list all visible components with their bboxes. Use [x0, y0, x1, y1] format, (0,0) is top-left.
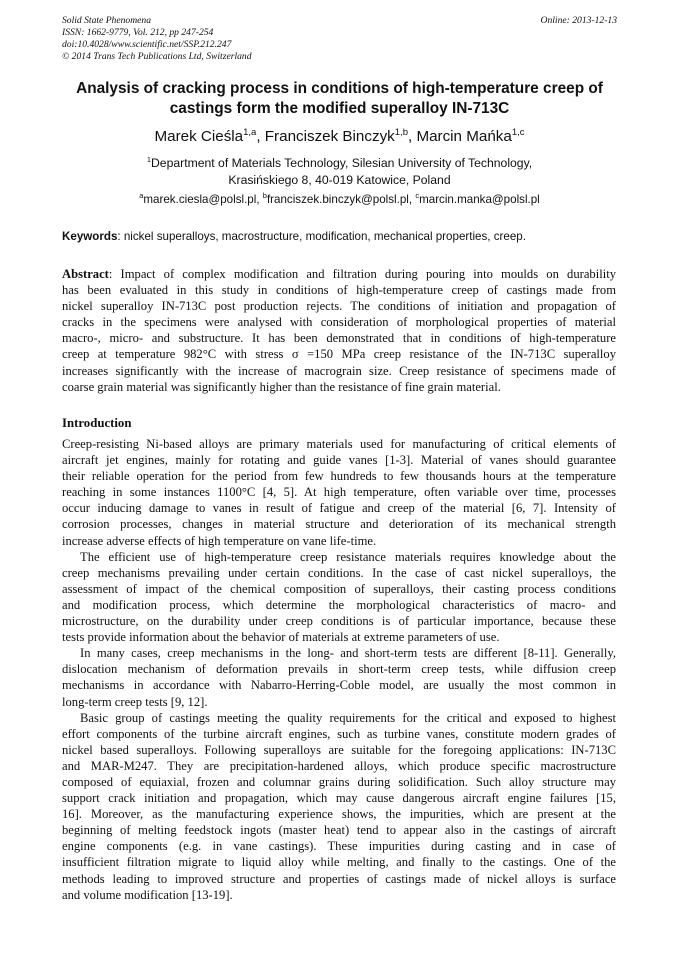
paper-title [62, 79, 617, 119]
abstract-line: coarse grain material was significantly higher than the resistance of fine grain material. [62, 379, 501, 394]
paragraph-line: tests provide information about the behavior of materials at extreme parameters of use. [62, 630, 500, 645]
paragraph-line: In many cases, creep mechanisms in the long- and short-term tests are different [8-11]. Generally, [80, 646, 616, 661]
affiliation-mark: 1 [146, 154, 151, 164]
author-affiliation-mark: 1,b [394, 126, 408, 138]
author-name: Marcin Mańka [416, 128, 512, 145]
abstract [62, 266, 616, 395]
paragraph-line: beginning of melting feedstock ingots (master heat) tend to appear also in the castings of aircraft [62, 823, 616, 838]
keywords [62, 229, 617, 244]
email-mark: b [262, 191, 267, 201]
paragraph-line: insufficient filtration migrate to liquid alloy while melting, and finally to the castings. One of the [62, 855, 616, 870]
paragraph-line: corrosion processes, changes in material structure and deterioration of its mechanical strength [62, 517, 616, 532]
author-emails: $^a$marek.ciesla@polsl.pl, $^b$franciszek.binczyk@polsl.pl, $^c$marcin.manka@polsl.pl [139, 191, 540, 206]
abstract-line: creep at temperature 982°C with stress σ =150 MPa creep resistance of the IN-713C superalloy [62, 347, 616, 362]
paragraph-line: their reliable operation for the period from few hundreds to few thousands hours at the temperature [62, 469, 616, 484]
paragraph-line: creep mechanisms prevailing under certain conditions. In the case of cast nickel superalloys, the [62, 565, 616, 580]
issn-line: ISSN: 1662-9779, Vol. 212, pp 247-254 [62, 27, 214, 38]
paragraph-line: and modification process, which determine the morphological characteristics of macro- and [62, 597, 616, 612]
author-list: Marek Cieśla$^{1,a}$, Franciszek Binczyk$^{1,b}$, Marcin Mańka$^{1,c}$ [154, 126, 525, 145]
section-heading-introduction: Introduction [62, 416, 132, 430]
affiliation-line: Krasińskiego 8, 40-019 Katowice, Poland [228, 173, 451, 187]
email-address: marcin.manka@polsl.pl [419, 193, 540, 206]
author-name: Franciszek Binczyk [264, 128, 395, 145]
abstract-line: nickel superalloy IN-713C post production rejects. The conditions of initiation and propagation of [62, 299, 616, 314]
paragraph-line: The efficient use of high-temperature creep resistance materials requires knowledge about the [80, 549, 616, 564]
paragraph-line: increase adverse effects of high temperature on vane life-time. [62, 533, 377, 548]
paragraph-line: and volume modification [13-19]. [62, 887, 233, 902]
paragraph-line: Creep-resisting Ni-based alloys are primary materials used for manufacturing of critical elements of [62, 437, 616, 451]
paragraph-line: Basic group of castings meeting the quality requirements for the critical and exposed to highest [80, 710, 616, 725]
paragraph-line: methods leading to improved structure and properties of castings made of nickel alloys is surface [62, 871, 616, 886]
abstract-line: macro-, micro- and substructure. It has been demonstrated that in conditions of high-temperature [62, 331, 616, 346]
paragraph-line: microstructure, on the durability under creep conditions is of particular importance, because these [62, 614, 616, 629]
paragraph-line: composed of equiaxial, frozen and columnar grains during solidification. Such alloy structure may [62, 774, 616, 789]
paragraph-line: engine components (e.g. in vane castings). These impurities during casting and in case of [62, 839, 616, 854]
author-affiliation-mark: 1,a [243, 126, 257, 138]
paragraph-line: support crack initiation and propagation, which may cause dangerous aircraft engine failures [15, [62, 791, 616, 806]
doi-line: doi:10.4028/www.scientific.net/SSP.212.247 [62, 39, 232, 50]
abstract-line: has been evaluated in this study in conditions of high-temperature creep of castings made from [62, 283, 616, 298]
email-address: franciszek.binczyk@polsl.pl [266, 193, 409, 206]
paragraph-line: dislocation mechanism of deformation prevails in short-term creep tests, while diffusion creep [62, 662, 616, 677]
paragraph-line: nickel based superalloys. Following superalloys are suitable for the foregoing applications: IN-713C [62, 742, 616, 757]
introduction-body [62, 436, 616, 903]
author-name: Marek Cieśla [154, 128, 244, 145]
paragraph-line: assessment of impact of the chemical composition of superalloys, their casting process conditions [62, 581, 616, 596]
title-line: Analysis of cracking process in conditions of high-temperature creep of [76, 80, 603, 97]
abstract-line: cracks in the specimens were analysed with consideration of morphological properties of material [62, 315, 616, 330]
paragraph-line: 16]. Moreover, as the manufacturing experience shows, the impurities, which are present at the [62, 807, 616, 822]
paragraph-line: aircraft jet engines, mainly for rotating and guide vanes [1-3]. Material of vanes should guarantee [62, 453, 616, 468]
paragraph-line: and MAR-M247. They are precipitation-hardened alloys, which produce specific macrostructure [62, 758, 616, 773]
affiliation [62, 155, 617, 189]
keywords-text: : nickel superalloys, macrostructure, modification, mechanical properties, creep. [117, 230, 526, 243]
abstract-line: increases significantly with the increase of macrograin size. Creep resistance of specimens made of [62, 363, 616, 378]
copyright-line: © 2014 Trans Tech Publications Ltd, Switzerland [62, 51, 252, 62]
email-address: marek.ciesla@polsl.pl [143, 193, 257, 206]
paragraph-line: effort components of the turbine aircraft engines, such as turbine vanes, constitute modern grades of [62, 726, 616, 741]
abstract-label: Abstract [62, 267, 109, 281]
paragraph-line: occur inducing damage to vanes in result of fatigue and creep of the material [6, 7]. Intensity of [62, 501, 616, 516]
author-affiliation-mark: 1,c [511, 126, 525, 138]
email-mark: c [415, 191, 420, 201]
journal-header [62, 15, 617, 63]
title-line: castings form the modified superalloy IN-713C [169, 100, 510, 117]
paragraph-line: mechanisms in accordance with Nabarro-Herring-Coble model, are usually the most common in [62, 678, 616, 693]
email-mark: a [139, 191, 144, 201]
paragraph-line: reaching in some instances 1100°C [4, 5]. At high temperature, often variable over time, processes [62, 485, 616, 500]
online-date: Online: 2013-12-13 [540, 15, 617, 26]
abstract-line: Abstract: Impact of complex modification and filtration during pouring into moulds on durability [62, 267, 616, 281]
affiliation-line: $^1$Department of Materials Technology, Silesian University of Technology, [146, 154, 533, 170]
paragraph-line: long-term creep tests [9, 12]. [62, 694, 208, 709]
journal-name: Solid State Phenomena [62, 15, 151, 26]
keywords-label: Keywords [62, 230, 118, 243]
